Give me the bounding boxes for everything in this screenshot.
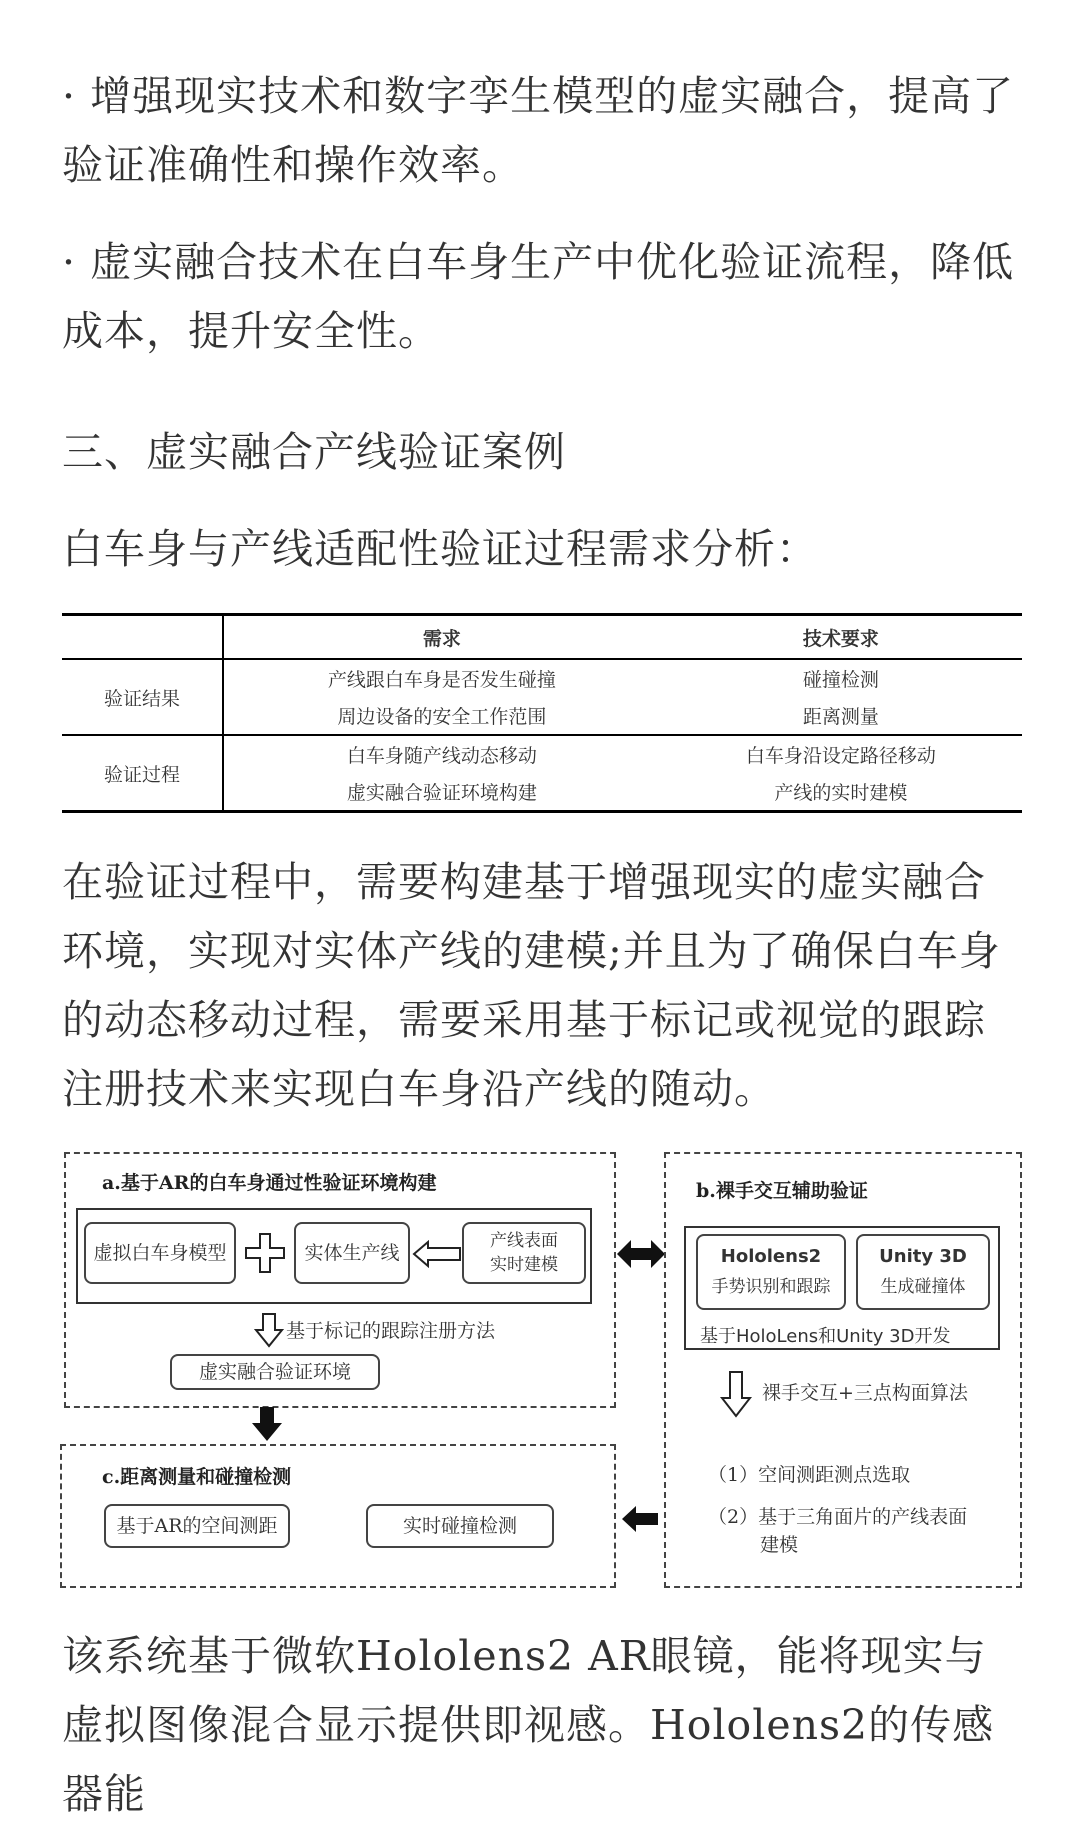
- hololens-box: [696, 1234, 846, 1310]
- table-cell: 产线跟白车身是否发生碰撞: [327, 669, 556, 691]
- arrow-left-solid-icon: [620, 1504, 660, 1534]
- table-header-blank: [62, 615, 223, 660]
- requirements-table: [62, 613, 1022, 813]
- collision-label: 实时碰撞检测: [402, 1515, 517, 1537]
- arrow-down-solid-icon: [250, 1407, 284, 1443]
- step-1-label: （1）空间测距测点选取: [708, 1464, 911, 1486]
- physical-line-box: [294, 1222, 410, 1284]
- table-cell: 白车身沿设定路径移动: [660, 735, 1022, 773]
- fusion-env-label: 虚实融合验证环境: [198, 1361, 351, 1383]
- table-group-label: 验证过程: [62, 735, 223, 812]
- ar-distance-box: [104, 1504, 290, 1548]
- section-heading: 三、虚实融合产线验证案例: [62, 428, 566, 476]
- plus-icon: [244, 1232, 286, 1274]
- surface-modeling-label: 产线表面 实时建模: [490, 1231, 558, 1275]
- collision-box: [366, 1504, 554, 1548]
- step-2-label: （2）基于三角面片的产线表面: [708, 1506, 968, 1528]
- virtual-body-box: [84, 1222, 236, 1284]
- ar-distance-label: 基于AR的空间测距: [116, 1515, 278, 1537]
- algorithm-label: 裸手交互+三点构面算法: [762, 1382, 968, 1404]
- workflow-diagram: [60, 1152, 1022, 1592]
- body-paragraph-2: 该系统基于微软Hololens2 AR眼镜，能将现实与虚拟图像混合显示提供即视感。Hololens2的传感器能: [62, 1632, 995, 1818]
- panel-c-title: c.距离测量和碰撞检测: [102, 1466, 292, 1488]
- panel-b-title: b.裸手交互辅助验证: [696, 1180, 868, 1202]
- table-cell: 白车身随产线动态移动: [223, 735, 660, 773]
- table-cell: 碰撞检测: [802, 669, 879, 691]
- bullet-paragraph-2: · 虚实融合技术在白车身生产中优化验证流程，降低成本，提升安全性。: [62, 238, 1015, 355]
- table-cell: 虚实融合验证环境构建: [346, 782, 537, 804]
- panel-a-title: a.基于AR的白车身通过性验证环境构建: [102, 1172, 437, 1194]
- table-intro: 白车身与产线适配性验证过程需求分析：: [62, 525, 818, 573]
- virtual-body-label: 虚拟白车身模型: [93, 1242, 227, 1264]
- table-cell: 产线的实时建模: [774, 782, 908, 804]
- bullet-paragraph-1: · 增强现实技术和数字孪生模型的虚实融合，提高了验证准确性和操作效率。: [62, 72, 1015, 189]
- table-header-tech: 技术要求: [802, 627, 879, 650]
- table-cell: 周边设备的安全工作范围: [337, 706, 547, 728]
- surface-modeling-box: [462, 1222, 586, 1284]
- arrow-down-icon: [254, 1312, 284, 1348]
- tracking-method-label: 基于标记的跟踪注册方法: [286, 1320, 496, 1342]
- body-paragraph-1: 在验证过程中，需要构建基于增强现实的虚实融合环境，实现对实体产线的建模;并且为了确保白车身的动态移动过程，需要采用基于标记或视觉的跟踪注册技术来实现白车身沿产线的随动。: [62, 858, 1001, 1113]
- table-cell: 距离测量: [802, 706, 879, 728]
- table-group-label: 验证结果: [62, 659, 223, 735]
- dev-platform-label: 基于HoloLens和Unity 3D开发: [700, 1326, 951, 1347]
- step-2-continued: 建模: [760, 1534, 799, 1556]
- hololens-title: Hololens2: [720, 1246, 822, 1267]
- unity-subtitle: 生成碰撞体: [880, 1277, 966, 1297]
- physical-line-label: 实体生产线: [304, 1242, 400, 1264]
- arrow-left-icon: [412, 1240, 462, 1268]
- unity-title: Unity 3D: [879, 1246, 967, 1267]
- hololens-subtitle: 手势识别和跟踪: [711, 1277, 831, 1297]
- arrow-down-icon: [720, 1370, 752, 1418]
- unity-box: [856, 1234, 990, 1310]
- fusion-env-box: [170, 1354, 380, 1390]
- table-header-requirement: 需求: [422, 627, 461, 650]
- double-arrow-icon: [615, 1238, 667, 1270]
